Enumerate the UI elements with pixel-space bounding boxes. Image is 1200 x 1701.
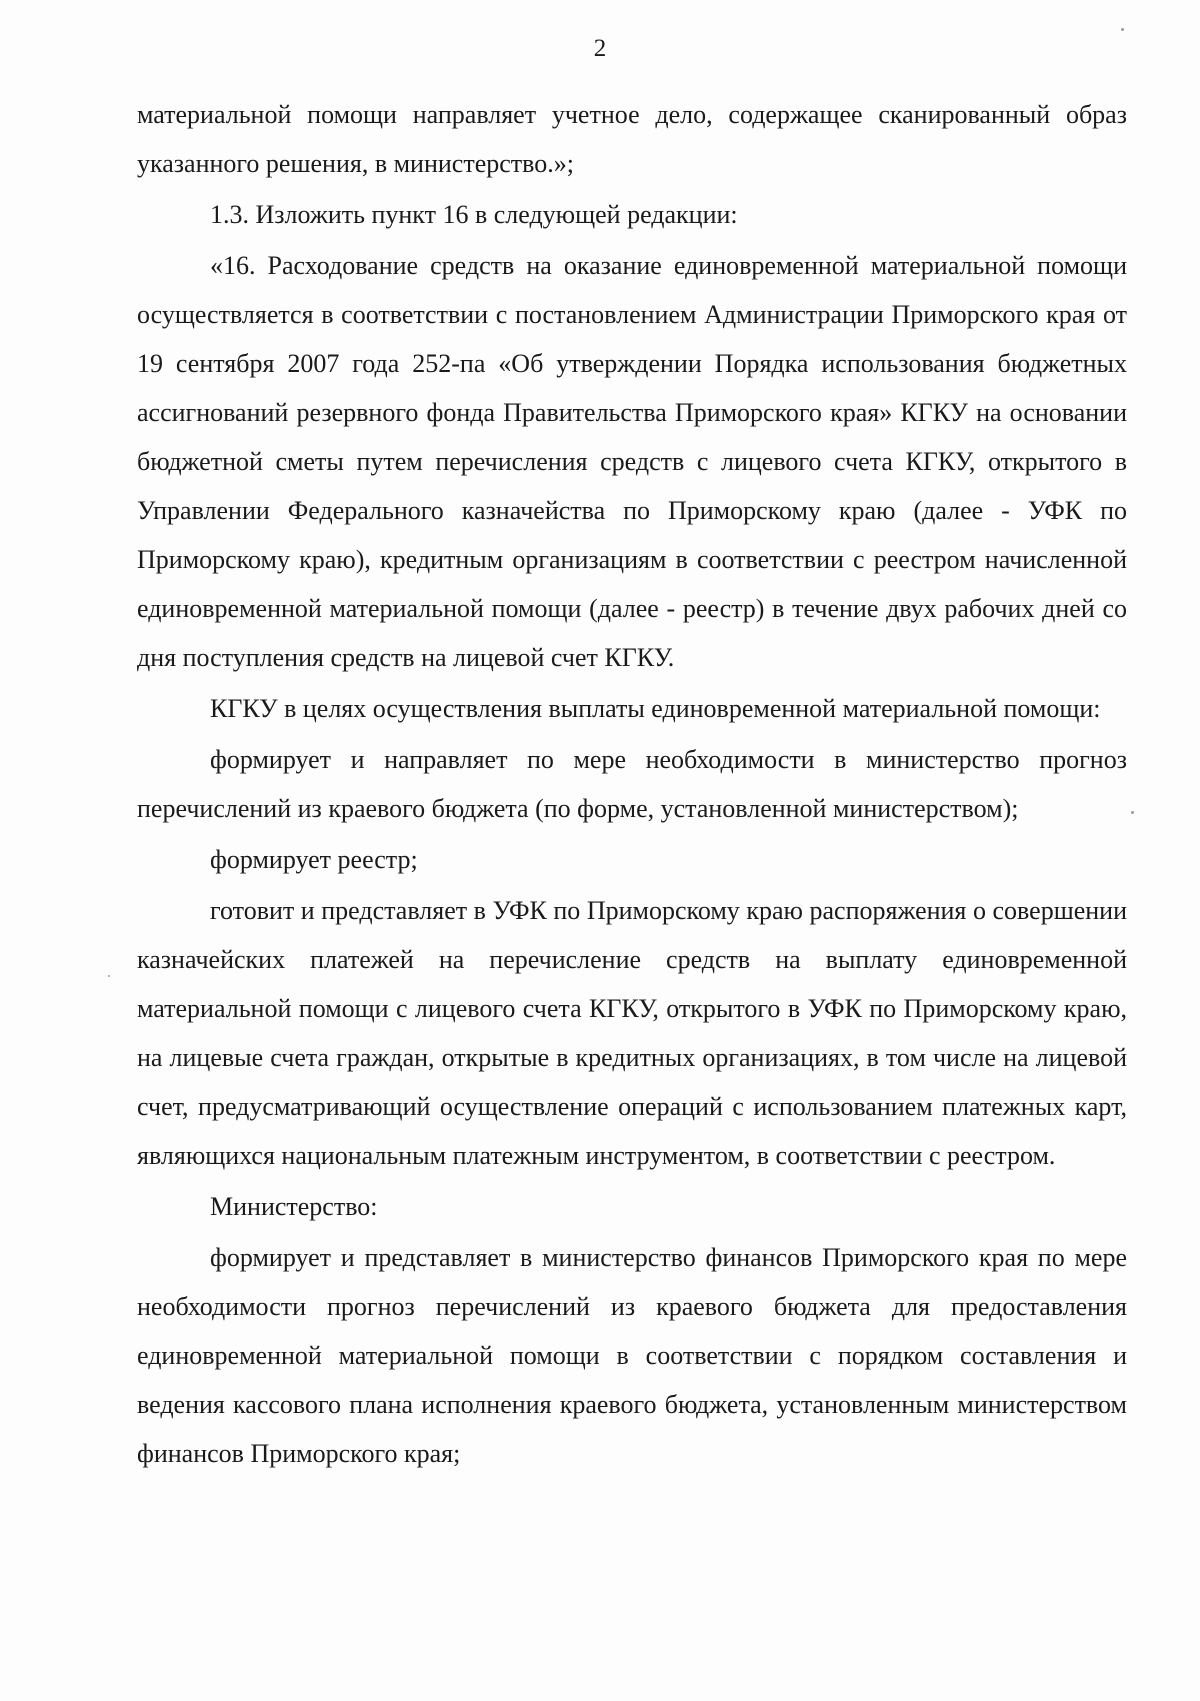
paragraph: 1.3. Изложить пункт 16 в следующей редакции: bbox=[210, 200, 738, 229]
paragraph: формирует реестр; bbox=[210, 845, 418, 874]
scan-speck bbox=[1121, 28, 1124, 31]
paragraph: формирует и направляет по мере необходимости в министерство прогноз перечислений из краевого бюджета (по форме, установленной министерством); bbox=[137, 745, 1127, 823]
paragraph: Министерство: bbox=[210, 1192, 378, 1221]
scan-speck bbox=[108, 975, 110, 977]
scan-speck bbox=[1131, 811, 1134, 814]
paragraph: КГКУ в целях осуществления выплаты единовременной материальной помощи: bbox=[210, 694, 1101, 723]
page-number: 2 bbox=[593, 35, 607, 62]
document-body bbox=[137, 90, 1127, 1478]
paragraph: формирует и представляет в министерство финансов Приморского края по мере необходимости прогноз перечислений из краевого бюджета для предоставления единовременной материальной помощи в соответствии с порядком составления и ведения кассового плана исполнения краевого бюджета, установленным министерством финансов Приморского края; bbox=[137, 1243, 1127, 1468]
paragraph: готовит и представляет в УФК по Приморскому краю распоряжения о совершении казначейских платежей на перечисление средств на выплату единовременной материальной помощи с лицевого счета КГКУ, открытого в УФК по Приморскому краю, на лицевые счета граждан, открытые в кредитных организациях, в том числе на лицевой счет, предусматривающий осуществление операций с использованием платежных карт, являющихся национальным платежным инструментом, в соответствии с реестром. bbox=[137, 896, 1127, 1170]
paragraph: «16. Расходование средств на оказание единовременной материальной помощи осуществляется в соответствии с постановлением Администрации Приморского края от 19 сентября 2007 года 252-па «Об утверждении Порядка использования бюджетных ассигнований резервного фонда Правительства Приморского края» КГКУ на основании бюджетной сметы путем перечисления средств с лицевого счета КГКУ, открытого в Управлении Федерального казначейства по Приморскому краю (далее - УФК по Приморскому краю), кредитным организациям в соответствии с реестром начисленной единовременной материальной помощи (далее - реестр) в течение двух рабочих дней со дня поступления средств на лицевой счет КГКУ. bbox=[137, 251, 1127, 672]
paragraph: материальной помощи направляет учетное дело, содержащее сканированный образ указанного решения, в министерство.»; bbox=[137, 100, 1127, 178]
